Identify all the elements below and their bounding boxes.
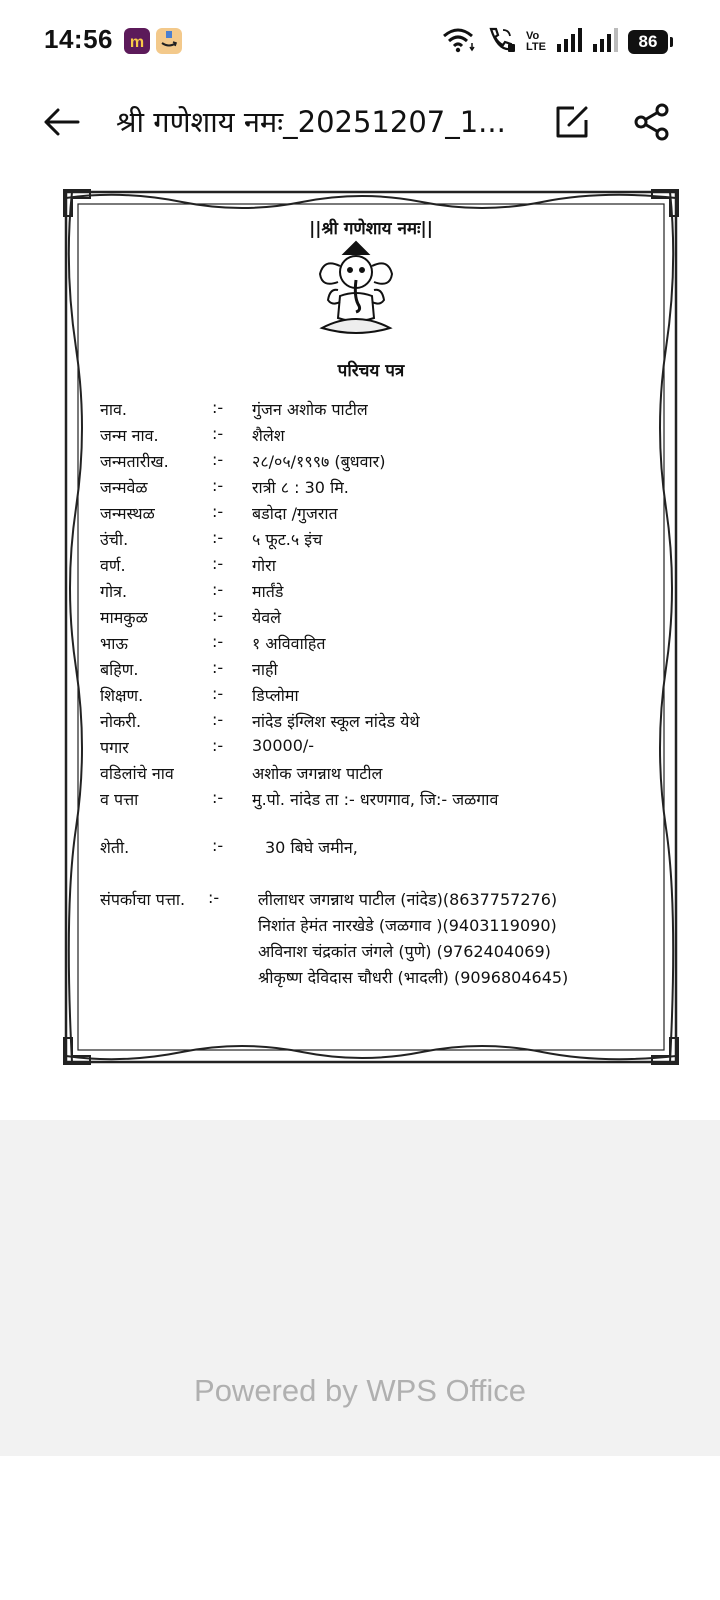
- status-time: 14:56: [44, 24, 113, 54]
- field-label: वडिलांचे नाव: [100, 764, 174, 783]
- field-label: बहिण.: [100, 660, 139, 679]
- field-value: २८/०५/१९९७ (बुधवार): [252, 452, 386, 471]
- field-separator: :-: [212, 502, 224, 521]
- wifi-icon: [442, 27, 476, 57]
- field-label: जन्मवेळ: [100, 478, 148, 497]
- amazon-icon: [156, 28, 182, 54]
- field-separator: :-: [212, 710, 224, 729]
- field-value: गुंजन अशोक पाटील: [252, 400, 368, 419]
- field-label: मामकुळ: [100, 608, 148, 627]
- field-value: बडोदा /गुजरात: [252, 504, 338, 523]
- contact-line: श्रीकृष्ण देविदास चौधरी (भादली) (9096804645): [258, 968, 569, 987]
- edit-button[interactable]: [552, 102, 592, 142]
- invocation-text: ||श्री गणेशाय नमः||: [309, 219, 433, 239]
- field-separator: :-: [212, 788, 224, 807]
- meesho-icon: [124, 28, 150, 54]
- status-bar: [0, 0, 720, 80]
- share-button[interactable]: [632, 102, 672, 142]
- field-label: व पत्ता: [100, 790, 139, 809]
- field-value: मु.पो. नांदेड ता :- धरणगाव, जि:- जळगाव: [252, 790, 499, 809]
- share-icon: [632, 102, 672, 142]
- field-value: नांदेड इंग्लिश स्कूल नांदेड येथे: [252, 712, 420, 731]
- contact-line: लीलाधर जगन्नाथ पाटील (नांदेड)(8637757276): [258, 890, 558, 909]
- powered-by-text: Powered by WPS Office: [194, 1373, 526, 1408]
- field-label: उंची.: [100, 530, 129, 549]
- field-separator: :-: [212, 554, 224, 573]
- field-separator: :-: [212, 684, 224, 703]
- field-separator: :-: [212, 736, 224, 755]
- field-label: जन्मस्थळ: [100, 504, 155, 523]
- contact-label: संपर्काचा पत्ता.: [100, 890, 186, 909]
- field-separator: :-: [212, 658, 224, 677]
- field-value: नाही: [252, 660, 278, 679]
- document-page[interactable]: [62, 188, 680, 1066]
- status-icons: [442, 26, 668, 58]
- volte-indicator: [526, 31, 546, 53]
- app-bar: [0, 80, 720, 164]
- field-value: ५ फूट.५ इंच: [252, 530, 323, 549]
- field-value: 30000/-: [252, 736, 315, 755]
- contact-line: अविनाश चंद्रकांत जंगले (पुणे) (9762404069): [258, 942, 551, 961]
- field-separator: :-: [212, 632, 224, 651]
- field-value: रात्री ८ : 30 मि.: [252, 478, 349, 497]
- field-label: वर्ण.: [100, 556, 126, 575]
- arrow-left-icon: [42, 102, 82, 142]
- field-separator: :-: [212, 476, 224, 495]
- field-separator: :-: [212, 450, 224, 469]
- field-value: अशोक जगन्नाथ पाटील: [252, 764, 383, 783]
- field-label: गोत्र.: [100, 582, 128, 601]
- field-label: भाऊ: [100, 634, 128, 653]
- document-content: [62, 188, 680, 1066]
- document-title: श्री गणेशाय नमः_20251207_1...: [116, 105, 506, 139]
- wifi-calling-icon: [486, 26, 516, 58]
- field-label: नोकरी.: [100, 712, 142, 731]
- battery-indicator: 86: [628, 30, 668, 54]
- field-label: जन्म नाव.: [100, 426, 159, 445]
- field-value: गोरा: [252, 556, 276, 575]
- contact-line: निशांत हेमंत नारखेडे (जळगाव )(9403119090): [258, 916, 557, 935]
- field-separator: :-: [212, 424, 224, 443]
- field-value: डिप्लोमा: [252, 686, 299, 705]
- field-value: १ अविवाहित: [252, 634, 326, 653]
- field-label: पगार: [100, 738, 129, 757]
- field-value: शैलेश: [252, 426, 285, 445]
- signal-icon-sim1: [556, 27, 582, 57]
- ganesha-illustration-icon: [310, 240, 402, 338]
- field-separator: :-: [212, 580, 224, 599]
- field-separator: :-: [212, 606, 224, 625]
- volte-bottom: LTE: [526, 41, 546, 53]
- field-separator: :-: [212, 398, 224, 417]
- farm-separator: :-: [212, 836, 224, 855]
- farm-label: शेती.: [100, 838, 130, 857]
- farm-value: 30 बिघे जमीन,: [265, 838, 358, 857]
- field-label: शिक्षण.: [100, 686, 144, 705]
- document-heading: परिचय पत्र: [337, 361, 405, 381]
- signal-icon-sim2: [592, 27, 618, 57]
- field-label: जन्मतारीख.: [100, 452, 169, 471]
- svg-text:m: m: [129, 34, 145, 51]
- field-label: नाव.: [100, 400, 128, 419]
- field-value: मार्तंडे: [252, 582, 284, 601]
- back-button[interactable]: [42, 102, 82, 142]
- volte-top: Vo: [526, 30, 540, 42]
- contact-separator: :-: [208, 888, 220, 907]
- field-value: येवले: [252, 608, 282, 627]
- field-separator: :-: [212, 528, 224, 547]
- edit-icon: [552, 102, 592, 142]
